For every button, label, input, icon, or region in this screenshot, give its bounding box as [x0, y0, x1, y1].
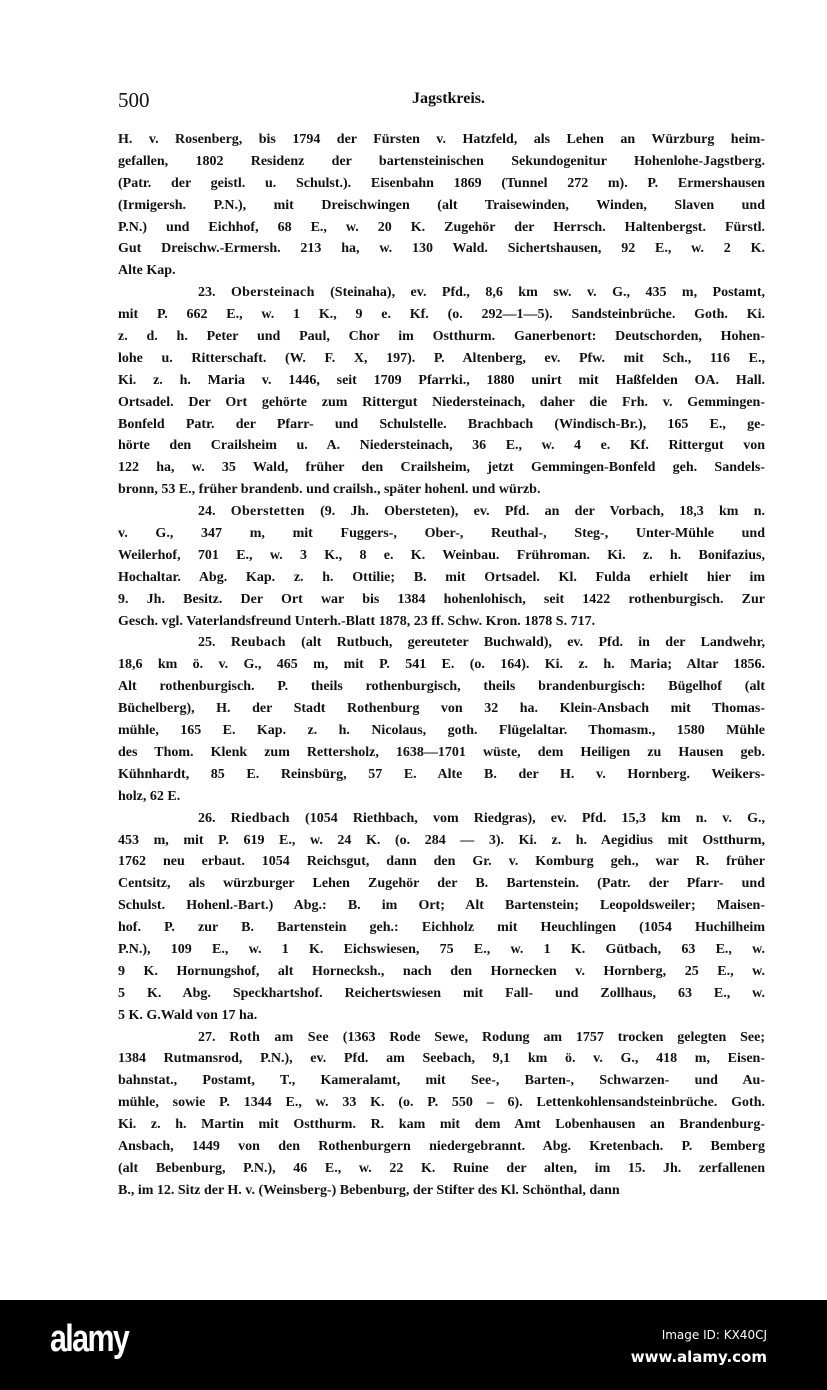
text-line: [118, 282, 765, 304]
text-line: [118, 808, 765, 830]
alamy-logo: alamy: [50, 1318, 129, 1360]
entry-headword: Obersteinach: [230, 285, 315, 301]
entry-paragraph: [118, 282, 765, 501]
text-line: mühle, 165 E. Kap. z. h. Nicolaus, goth. Flügelaltar. Thomasm., 1580 Mühle: [118, 723, 765, 739]
text-line: Hochaltar. Abg. Kap. z. h. Ottilie; B. mit Ortsadel. Kl. Fulda erhielt hier im: [118, 569, 765, 585]
text-line: 1384 Rutmansrod, P.N.), ev. Pfd. am Seebach, 9,1 km ö. v. G., 418 m, Eisen-: [118, 1051, 765, 1067]
text-line: B., im 12. Sitz der H. v. (Weinsberg-) Bebenburg, der Stifter des Kl. Schönthal, dann: [118, 1182, 620, 1198]
text-line: bahnstat., Postamt, T., Kameralamt, mit See-, Barten-, Schwarzen- und Au-: [118, 1073, 765, 1089]
entry-headword: Oberstetten: [230, 504, 305, 520]
entry-text: (Steinaha), ev. Pfd., 8,6 km sw. v. G., 435 m, Postamt,: [330, 285, 765, 301]
entry-paragraph: [118, 1027, 765, 1202]
text-line: hörte den Crailsheim u. A. Niedersteinach, 36 E., w. 4 e. Kf. Rittergut von: [118, 438, 765, 454]
site-url: www.alamy.com: [630, 1348, 767, 1366]
text-line: Ortsadel. Der Ort gehörte zum Rittergut Niedersteinach, daher die Frh. v. Gemmingen-: [118, 394, 765, 410]
text-line: Weilerhof, 701 E., w. 3 K., 8 e. K. Weinbau. Frühroman. Ki. z. h. Bonifazius,: [118, 547, 765, 563]
text-line: 18,6 km ö. v. G., 465 m, mit P. 541 E. (o. 164). Ki. z. h. Maria; Altar 1856.: [118, 657, 765, 673]
text-line: Ki. z. h. Martin mit Ostthurm. R. kam mit dem Amt Lobenhausen an Brandenburg-: [118, 1117, 765, 1133]
text-line: 5 K. Abg. Speckhartshof. Reichertswiesen mit Fall- und Zollhaus, 63 E., w.: [118, 985, 765, 1001]
page-number: 500: [118, 88, 150, 112]
text-line: holz, 62 E.: [118, 788, 181, 804]
text-line: Ki. z. h. Maria v. 1446, seit 1709 Pfarrki., 1880 unirt mit Haßfelden OA. Hall.: [118, 372, 765, 388]
text-line: mit P. 662 E., w. 1 K., 9 e. Kf. (o. 292—1—5). Sandsteinbrüche. Goth. Ki.: [118, 307, 765, 323]
continuation-paragraph: [118, 129, 765, 282]
text-line: Gesch. vgl. Vaterlandsfreund Unterh.-Blatt 1878, 23 ff. Schw. Kron. 1878 S. 717.: [118, 613, 596, 629]
text-line: 453 m, mit P. 619 E., w. 24 K. (o. 284 — 3). Ki. z. h. Aegidius mit Ostthurm,: [118, 832, 765, 848]
text-line: (alt Bebenburg, P.N.), 46 E., w. 22 K. Ruine der alten, im 15. Jh. zerfallenen: [118, 1160, 765, 1176]
entry-paragraph: [118, 632, 765, 807]
running-head: Jagstkreis.: [411, 90, 486, 107]
text-line: 122 ha, w. 35 Wald, früher den Crailsheim, jetzt Gemmingen-Bonfeld geh. Sandels-: [118, 460, 765, 476]
entry-number: 26.: [198, 810, 216, 826]
text-line: lohe u. Ritterschaft. (W. F. X, 197). P. Altenberg, ev. Pfw. mit Sch., 116 E.,: [118, 350, 765, 366]
text-line: 9 K. Hornungshof, alt Hornecksh., nach den Hornecken v. Hornberg, 25 E., w.: [118, 963, 765, 979]
text-line: H. v. Rosenberg, bis 1794 der Fürsten v. Hatzfeld, als Lehen an Würzburg heim-: [118, 132, 765, 147]
entry-text: (1363 Rode Sewe, Rodung am 1757 trocken gelegten See;: [342, 1029, 765, 1045]
watermark-bar: [0, 1300, 827, 1390]
entry-number: 24.: [198, 504, 216, 520]
text-line: hof. P. zur B. Bartenstein geh.: Eichholz mit Heuchlingen (1054 Huchilheim: [118, 920, 765, 936]
entry-number: 23.: [198, 285, 216, 301]
text-line: Schulst. Hohenl.-Bart.) Abg.: B. im Ort; Alt Bartenstein; Leopoldsweiler; Maisen-: [118, 898, 765, 914]
entry-headword: Reubach: [230, 635, 286, 651]
entry-number: 27.: [198, 1029, 216, 1045]
text-line: Kühnhardt, 85 E. Reinsbürg, 57 E. Alte B. der H. v. Hornberg. Weikers-: [118, 766, 765, 782]
entry-headword: Roth am See: [229, 1029, 329, 1045]
entry-paragraph: [118, 501, 765, 632]
entry-text: (alt Rutbuch, gereuteter Buchwald), ev. Pfd. in der Landwehr,: [301, 635, 765, 651]
image-id: Image ID: KX40CJ: [661, 1328, 767, 1342]
text-line: 5 K. G.Wald von 17 ha.: [118, 1007, 258, 1023]
text-line: v. G., 347 m, mit Fuggers-, Ober-, Reuthal-, Steg-, Unter-Mühle und: [118, 526, 765, 542]
text-line: P.N.) und Eichhof, 68 E., w. 20 K. Zugehör der Herrsch. Haltenbergst. Fürstl.: [118, 219, 765, 235]
entry-text: (9. Jh. Obersteten), ev. Pfd. an der Vorbach, 18,3 km n.: [320, 504, 765, 520]
text-line: (Patr. der geistl. u. Schulst.). Eisenbahn 1869 (Tunnel 272 m). P. Ermershausen: [118, 175, 765, 191]
text-line: (Irmigersh. P.N.), mit Dreischwingen (alt Traisewinden, Winden, Slaven und: [118, 197, 765, 213]
text-line: mühle, sowie P. 1344 E., w. 33 K. (o. P. 550 – 6). Lettenkohlensandsteinbrüche. Goth.: [118, 1095, 765, 1111]
page-body: [118, 129, 765, 1202]
entry-paragraph: [118, 808, 765, 1027]
text-line: Ansbach, 1449 von den Rothenburgern niedergebrannt. Abg. Kretenbach. P. Bemberg: [118, 1138, 765, 1154]
text-line: des Thom. Klenk zum Rettersholz, 1638—1701 wüste, dem Heiligen zu Hausen geb.: [118, 744, 765, 760]
text-line: 9. Jh. Besitz. Der Ort war bis 1384 hohenlohisch, seit 1422 rothenburgisch. Zur: [118, 591, 765, 607]
text-line: Alt rothenburgisch. P. theils rothenburgisch, theils brandenburgisch: Bügelhof (alt: [118, 679, 765, 695]
text-line: [118, 1027, 765, 1049]
entry-text: (1054 Riethbach, vom Riedgras), ev. Pfd. 15,3 km n. v. G.,: [305, 810, 765, 826]
text-line: Gut Dreischw.-Ermersh. 213 ha, w. 130 Wald. Sichertshausen, 92 E., w. 2 K.: [118, 241, 765, 257]
text-line: 1762 neu erbaut. 1054 Reichsgut, dann den Gr. v. Komburg geh., war R. früher: [118, 854, 765, 870]
text-line: gefallen, 1802 Residenz der bartensteinischen Sekundogenitur Hohenlohe-Jagstberg.: [118, 153, 765, 169]
text-line: Bonfeld Patr. der Pfarr- und Schulstelle. Brachbach (Windisch-Br.), 165 E., ge-: [118, 416, 765, 432]
entry-headword: Riedbach: [230, 810, 290, 826]
text-line: bronn, 53 E., früher brandenb. und crailsh., später hohenl. und würzb.: [118, 482, 541, 498]
text-line: [118, 501, 765, 523]
text-line: [118, 632, 765, 654]
entry-number: 25.: [198, 635, 216, 651]
text-line: Büchelberg), H. der Stadt Rothenburg von 32 ha. Klein-Ansbach mit Thomas-: [118, 701, 765, 717]
text-line: Centsitz, als würzburger Lehen Zugehör der B. Bartenstein. (Patr. der Pfarr- und: [118, 876, 765, 892]
text-line: Alte Kap.: [118, 263, 176, 279]
text-line: z. d. h. Peter und Paul, Chor im Ostthurm. Ganerbenort: Deutschorden, Hohen-: [118, 329, 765, 345]
text-line: P.N.), 109 E., w. 1 K. Eichswiesen, 75 E., w. 1 K. Gütbach, 63 E., w.: [118, 941, 765, 957]
